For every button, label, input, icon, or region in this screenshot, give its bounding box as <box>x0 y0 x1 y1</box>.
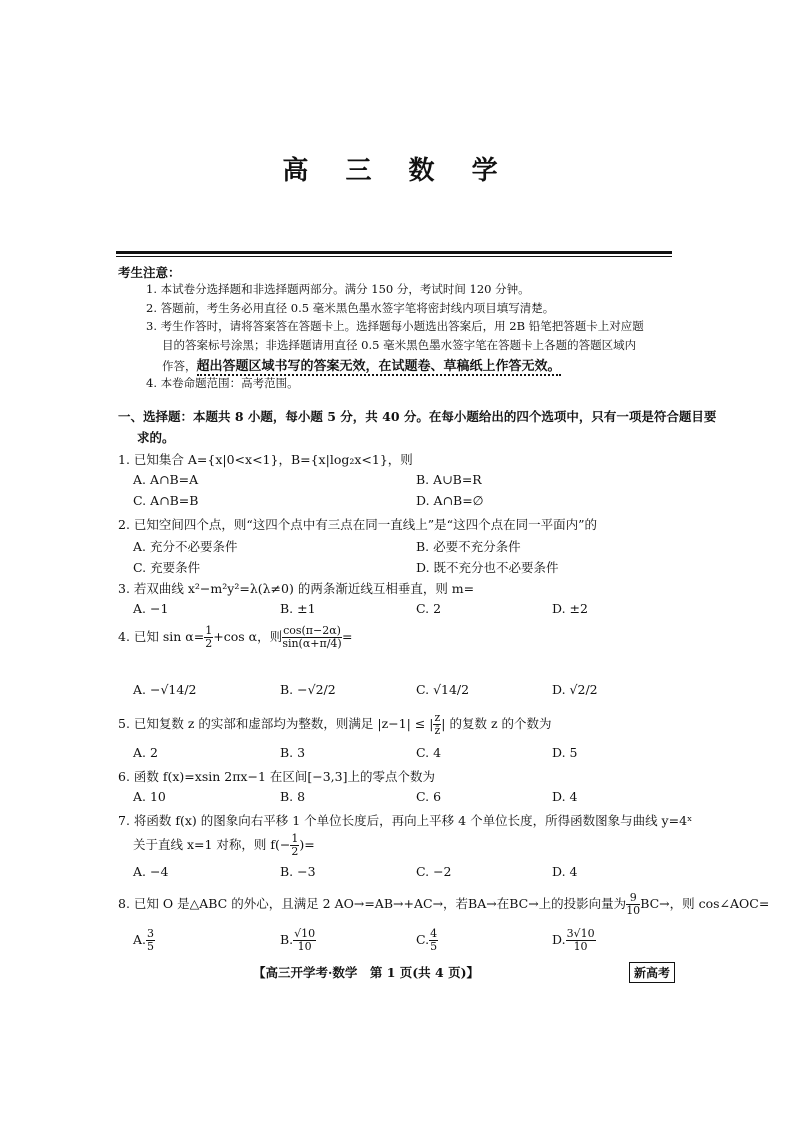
option-letter: A. <box>133 932 147 947</box>
fraction-denominator: 5 <box>430 940 438 953</box>
q8-stem-part: 8. 已知 O 是△ABC 的外心，且满足 2 AO→=AB→+AC→，若BA→在BC→上的投影向量为 <box>118 896 627 911</box>
fraction-denominator: 10 <box>573 940 588 953</box>
q2-option-a: A. 充分不必要条件 <box>133 539 238 554</box>
fraction-denominator: 5 <box>147 940 155 953</box>
q1-option-a: A. A∩B=A <box>133 472 199 487</box>
q6-option-c: C. 6 <box>416 789 442 804</box>
notice-heading: 考生注意： <box>118 265 181 280</box>
q2-option-c: C. 充要条件 <box>133 560 201 575</box>
q2-option-d: D. 既不充分也不必要条件 <box>416 560 559 575</box>
option-letter: D. <box>552 932 566 947</box>
q8-option-a-fraction <box>146 928 155 953</box>
q1-option-d: D. A∩B=∅ <box>416 493 484 508</box>
q5-option-b: B. 3 <box>280 745 306 760</box>
q7-option-c: C. −2 <box>416 864 452 879</box>
notice-item-prefix: 作答， <box>162 359 197 373</box>
notice-item: 4. 本卷命题范围：高考范围。 <box>146 376 299 390</box>
q6-option-b: B. 8 <box>280 789 306 804</box>
q8-fraction <box>626 892 640 917</box>
question-1-stem: 1. 已知集合 A={x|0<x<1}，B={x|log₂x<1}，则 <box>118 452 413 467</box>
q5-option-a: A. 2 <box>133 745 158 760</box>
header-rule-thin <box>116 256 672 257</box>
q5-option-d: D. 5 <box>552 745 578 760</box>
notice-item: 3. 考生作答时，请将答案答在答题卡上。选择题每小题选出答案后，用 2B 铅笔把答题卡上对应题 <box>146 319 644 333</box>
q8-option-a <box>133 928 155 953</box>
fraction-numerator: cos(π−2α) <box>283 624 341 637</box>
q3-option-b: B. ±1 <box>280 601 316 616</box>
q3-option-d: D. ±2 <box>552 601 588 616</box>
q4-fraction-half <box>204 625 213 650</box>
fraction-numerator: 1 <box>205 624 213 637</box>
page-title: 高 三 数 学 <box>282 156 512 186</box>
q8-option-b-fraction <box>293 928 316 953</box>
q7-option-b: B. −3 <box>280 864 316 879</box>
question-7-stem-cont <box>133 833 315 858</box>
notice-item <box>162 355 561 374</box>
question-5-stem <box>118 712 552 737</box>
q8-option-c <box>416 928 438 953</box>
fraction-denominator: 2 <box>291 845 299 858</box>
q4-option-c: C. √14/2 <box>416 682 470 697</box>
fraction-numerator: 1 <box>291 832 299 845</box>
q4-fraction-expr <box>282 625 342 650</box>
question-6-stem: 6. 函数 f(x)=xsin 2πx−1 在区间[−3,3]上的零点个数为 <box>118 769 435 784</box>
fraction-numerator: 3 <box>147 927 155 940</box>
page-footer: 【高三开学考·数学 第 1 页(共 4 页)】 <box>253 965 479 980</box>
q5-stem-part: 5. 已知复数 z 的实部和虚部均为整数，则满足 |z−1| ≤ | <box>118 716 434 731</box>
q4-option-b: B. −√2/2 <box>280 682 336 697</box>
q5-option-c: C. 4 <box>416 745 442 760</box>
notice-item: 2. 答题前，考生务必用直径 0.5 毫米黑色墨水签字笔将密封线内项目填写清楚。 <box>146 301 555 315</box>
fraction-numerator: 4 <box>430 927 438 940</box>
section-heading-cont: 求的。 <box>137 430 175 445</box>
q8-option-d <box>552 928 596 953</box>
q6-option-a: A. 10 <box>133 789 166 804</box>
q3-option-c: C. 2 <box>416 601 442 616</box>
fraction-numerator: 9 <box>626 892 640 905</box>
q7-option-d: D. 4 <box>552 864 578 879</box>
section-heading: 一、选择题：本题共 8 小题，每小题 5 分，共 40 分。在每小题给出的四个选项中，只有一项是符合题目要 <box>118 409 717 424</box>
notice-item: 1. 本试卷分选择题和非选择题两部分。满分 150 分，考试时间 120 分钟。 <box>146 282 530 296</box>
q8-option-c-fraction <box>429 928 438 953</box>
q8-option-d-fraction <box>566 928 596 953</box>
q4-option-d: D. √2/2 <box>552 682 598 697</box>
question-2-stem: 2. 已知空间四个点，则“这四个点中有三点在同一直线上”是“这四个点在同一平面内”的 <box>118 517 597 532</box>
question-8-stem <box>118 892 769 917</box>
q8-stem-part: BC→，则 cos∠AOC= <box>640 896 770 911</box>
q8-option-b <box>280 928 316 953</box>
question-3-stem: 3. 若双曲线 x²−m²y²=λ(λ≠0) 的两条渐近线互相垂直，则 m= <box>118 581 475 596</box>
option-letter: C. <box>416 932 430 947</box>
notice-emphasis: 超出答题区域书写的答案无效，在试题卷、草稿纸上作答无效。 <box>196 359 561 374</box>
q6-option-d: D. 4 <box>552 789 578 804</box>
option-letter: B. <box>280 932 294 947</box>
q3-option-a: A. −1 <box>133 601 169 616</box>
q4-stem-part: = <box>341 629 353 644</box>
header-rule-thick <box>116 251 672 254</box>
fraction-denominator: 2 <box>205 637 213 650</box>
q7-stem-part: 关于直线 x=1 对称，则 f(− <box>133 837 291 852</box>
q5-stem-part: | 的复数 z 的个数为 <box>441 716 552 731</box>
fraction-denominator: z̄ <box>434 724 441 737</box>
q7-stem-part: )= <box>299 837 315 852</box>
q4-stem-part: +cos α，则 <box>213 629 283 644</box>
question-7-stem: 7. 将函数 f(x) 的图象向右平移 1 个单位长度后，再向上平移 4 个单位长度，所得函数图象与曲线 y=4ˣ <box>118 813 693 828</box>
fraction-denominator: sin(α+π/4) <box>282 637 342 650</box>
q1-option-c: C. A∩B=B <box>133 493 199 508</box>
notice-item: 目的答案标号涂黑；非选择题请用直径 0.5 毫米黑色墨水签字笔在答题卡上各题的答题区域内 <box>162 338 637 352</box>
fraction-numerator: 3√10 <box>566 927 595 940</box>
question-4-stem <box>118 625 352 650</box>
edition-badge: 新高考 <box>629 962 675 983</box>
q2-option-b: B. 必要不充分条件 <box>416 539 521 554</box>
q4-option-a: A. −√14/2 <box>133 682 197 697</box>
fraction-denominator: 10 <box>626 904 641 917</box>
fraction-numerator: z <box>434 711 441 724</box>
fraction-denominator: 10 <box>297 940 312 953</box>
q7-option-a: A. −4 <box>133 864 169 879</box>
q4-stem-part: 4. 已知 sin α= <box>118 629 205 644</box>
fraction-numerator: √10 <box>294 927 316 940</box>
q1-option-b: B. A∪B=R <box>416 472 482 487</box>
